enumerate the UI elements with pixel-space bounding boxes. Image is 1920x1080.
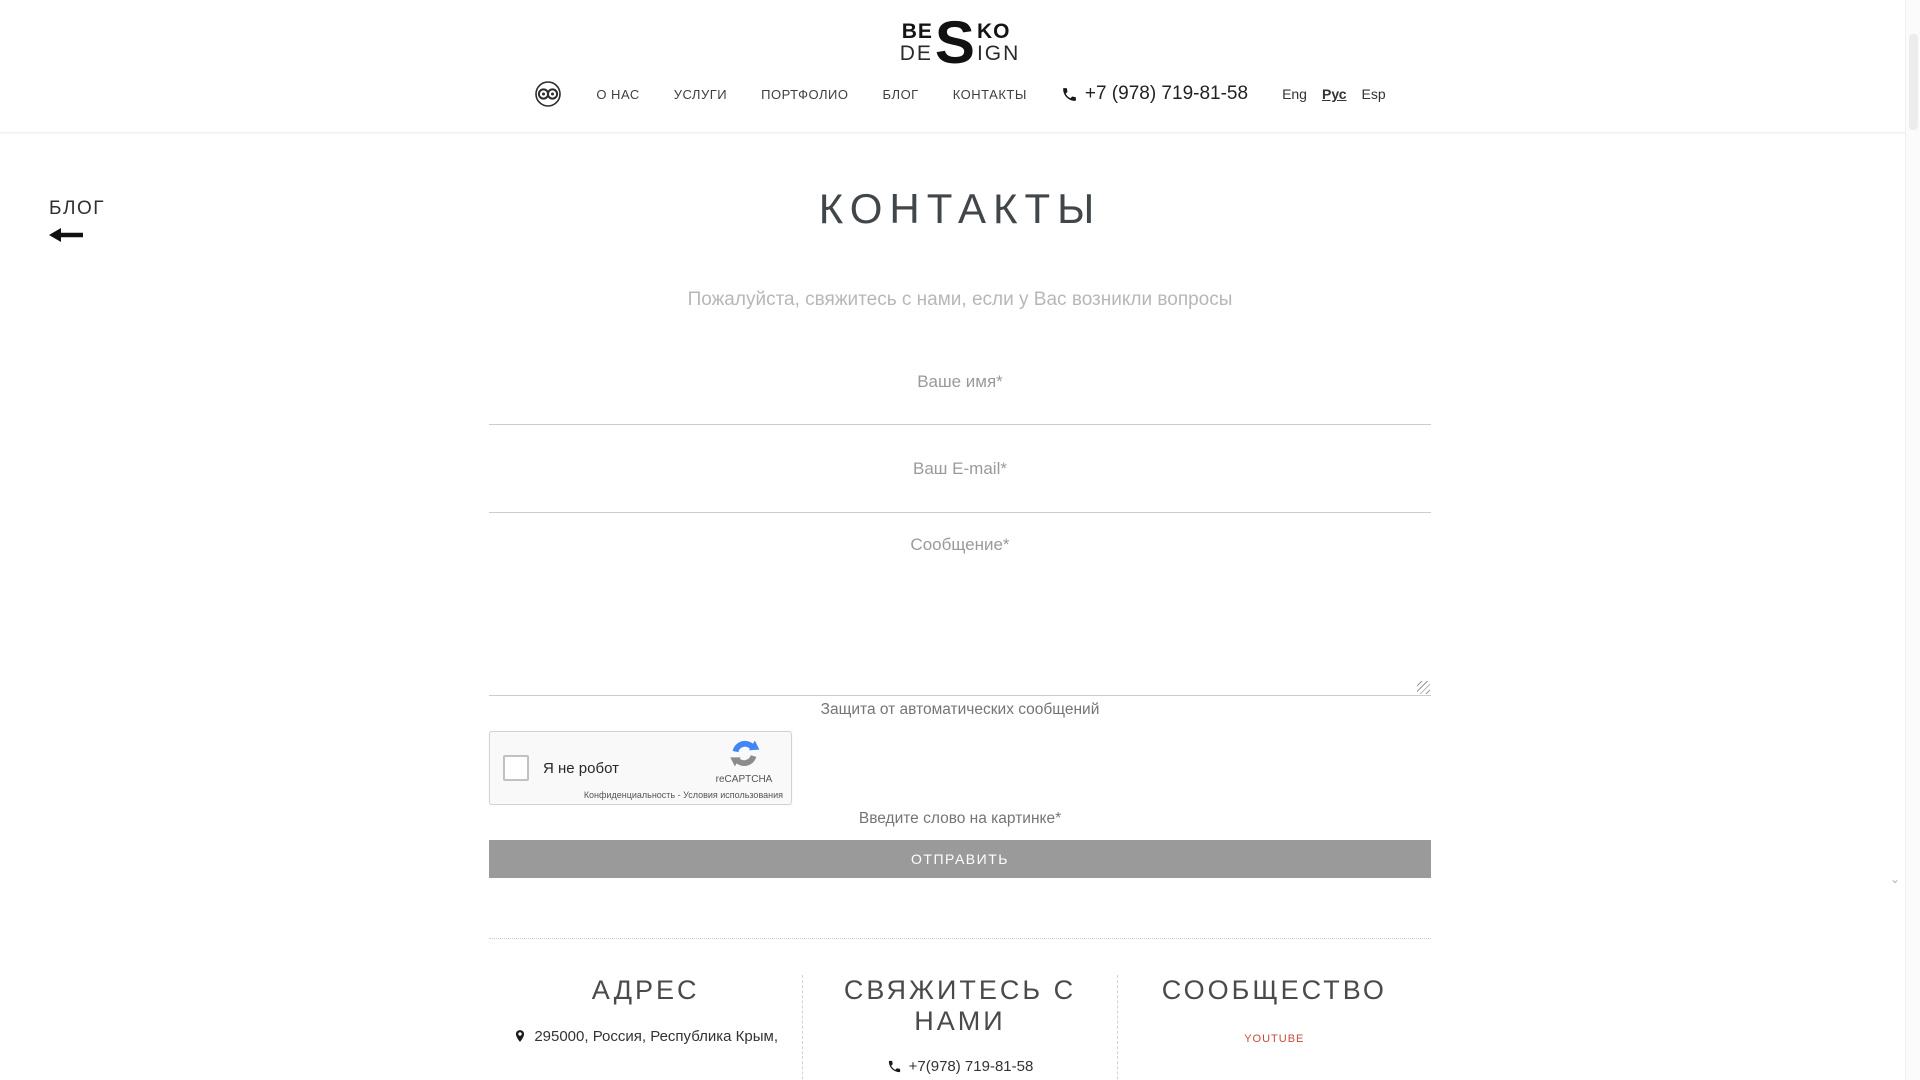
logo-text-de: DE <box>899 42 933 65</box>
recaptcha-checkbox[interactable] <box>503 755 529 781</box>
textarea-resize-handle[interactable] <box>1417 681 1430 694</box>
lang-esp[interactable]: Esp <box>1361 86 1386 102</box>
chevron-down-icon: ⌄ <box>1889 872 1900 886</box>
scrollbar-thumb[interactable] <box>1909 34 1918 130</box>
submit-button[interactable]: ОТПРАВИТЬ <box>489 840 1431 878</box>
location-pin-icon <box>513 1027 527 1045</box>
language-switcher <box>1282 86 1386 102</box>
footer-address-text: 295000, Россия, Республика Крым, <box>534 1027 778 1045</box>
contacts-section <box>489 185 1431 939</box>
message-field-wrap <box>489 513 1431 696</box>
lang-rus[interactable]: Рус <box>1321 86 1347 102</box>
recaptcha-logo-icon <box>729 738 760 769</box>
infinity-rings-icon[interactable] <box>534 80 562 108</box>
recaptcha-brand-text: reCAPTCHA <box>715 774 773 785</box>
logo-text-be: BE <box>901 20 933 43</box>
lang-eng[interactable]: Eng <box>1282 86 1307 102</box>
footer-address-column <box>489 975 802 1080</box>
image-word-label: Введите слово на картинке* <box>858 810 1062 827</box>
nav-item-about[interactable]: О НАС <box>596 86 640 102</box>
back-to-blog-link[interactable] <box>49 198 105 242</box>
nav-item-portfolio[interactable]: ПОРТФОЛИО <box>761 86 849 102</box>
recaptcha-label: Я не робот <box>543 759 619 777</box>
footer <box>489 939 1431 1080</box>
site-logo[interactable] <box>0 0 1920 76</box>
footer-community-column <box>1118 975 1431 1080</box>
logo-text-ko: KO <box>976 20 1011 43</box>
youtube-link[interactable]: YOUTUBE <box>1244 1033 1305 1045</box>
footer-address-title: АДРЕС <box>591 975 700 1005</box>
header-phone-link[interactable] <box>1061 83 1248 105</box>
logo-letter-s: S <box>934 9 975 76</box>
back-to-blog-label: БЛОГ <box>49 198 106 219</box>
arrow-left-icon[interactable] <box>49 228 105 242</box>
phone-icon <box>1061 86 1078 103</box>
footer-contact-title: СВЯЖИТЕСЬ С НАМИ <box>843 975 1077 1036</box>
nav-item-contacts[interactable]: КОНТАКТЫ <box>952 86 1027 102</box>
site-header <box>0 0 1920 133</box>
nav-item-blog[interactable]: БЛОГ <box>882 86 919 102</box>
recaptcha-widget <box>489 731 792 805</box>
contact-form <box>489 339 1431 878</box>
page-scrollbar[interactable] <box>1905 0 1920 1080</box>
footer-community-title: СООБЩЕСТВО <box>1161 975 1387 1005</box>
footer-phone-number[interactable]: +7(978) 719-81-58 <box>908 1058 1034 1075</box>
recaptcha-privacy-links[interactable]: Конфиденциальность - Условия использования <box>583 790 783 800</box>
page-title: КОНТАКТЫ <box>818 185 1102 232</box>
nav-item-services[interactable]: УСЛУГИ <box>673 86 728 102</box>
message-textarea[interactable] <box>489 513 1431 696</box>
footer-contact-column <box>802 975 1117 1080</box>
phone-icon <box>887 1059 902 1074</box>
header-phone-number: +7 (978) 719-81-58 <box>1084 83 1249 104</box>
page-subtitle: Пожалуйста, свяжитесь с нами, если у Вас возникли вопросы <box>687 289 1233 310</box>
name-input[interactable] <box>489 339 1431 425</box>
email-input[interactable] <box>489 425 1431 513</box>
logo-text-ign: IGN <box>976 42 1021 65</box>
captcha-note: Защита от автоматических сообщений <box>820 701 1100 718</box>
main-nav <box>0 80 1920 108</box>
